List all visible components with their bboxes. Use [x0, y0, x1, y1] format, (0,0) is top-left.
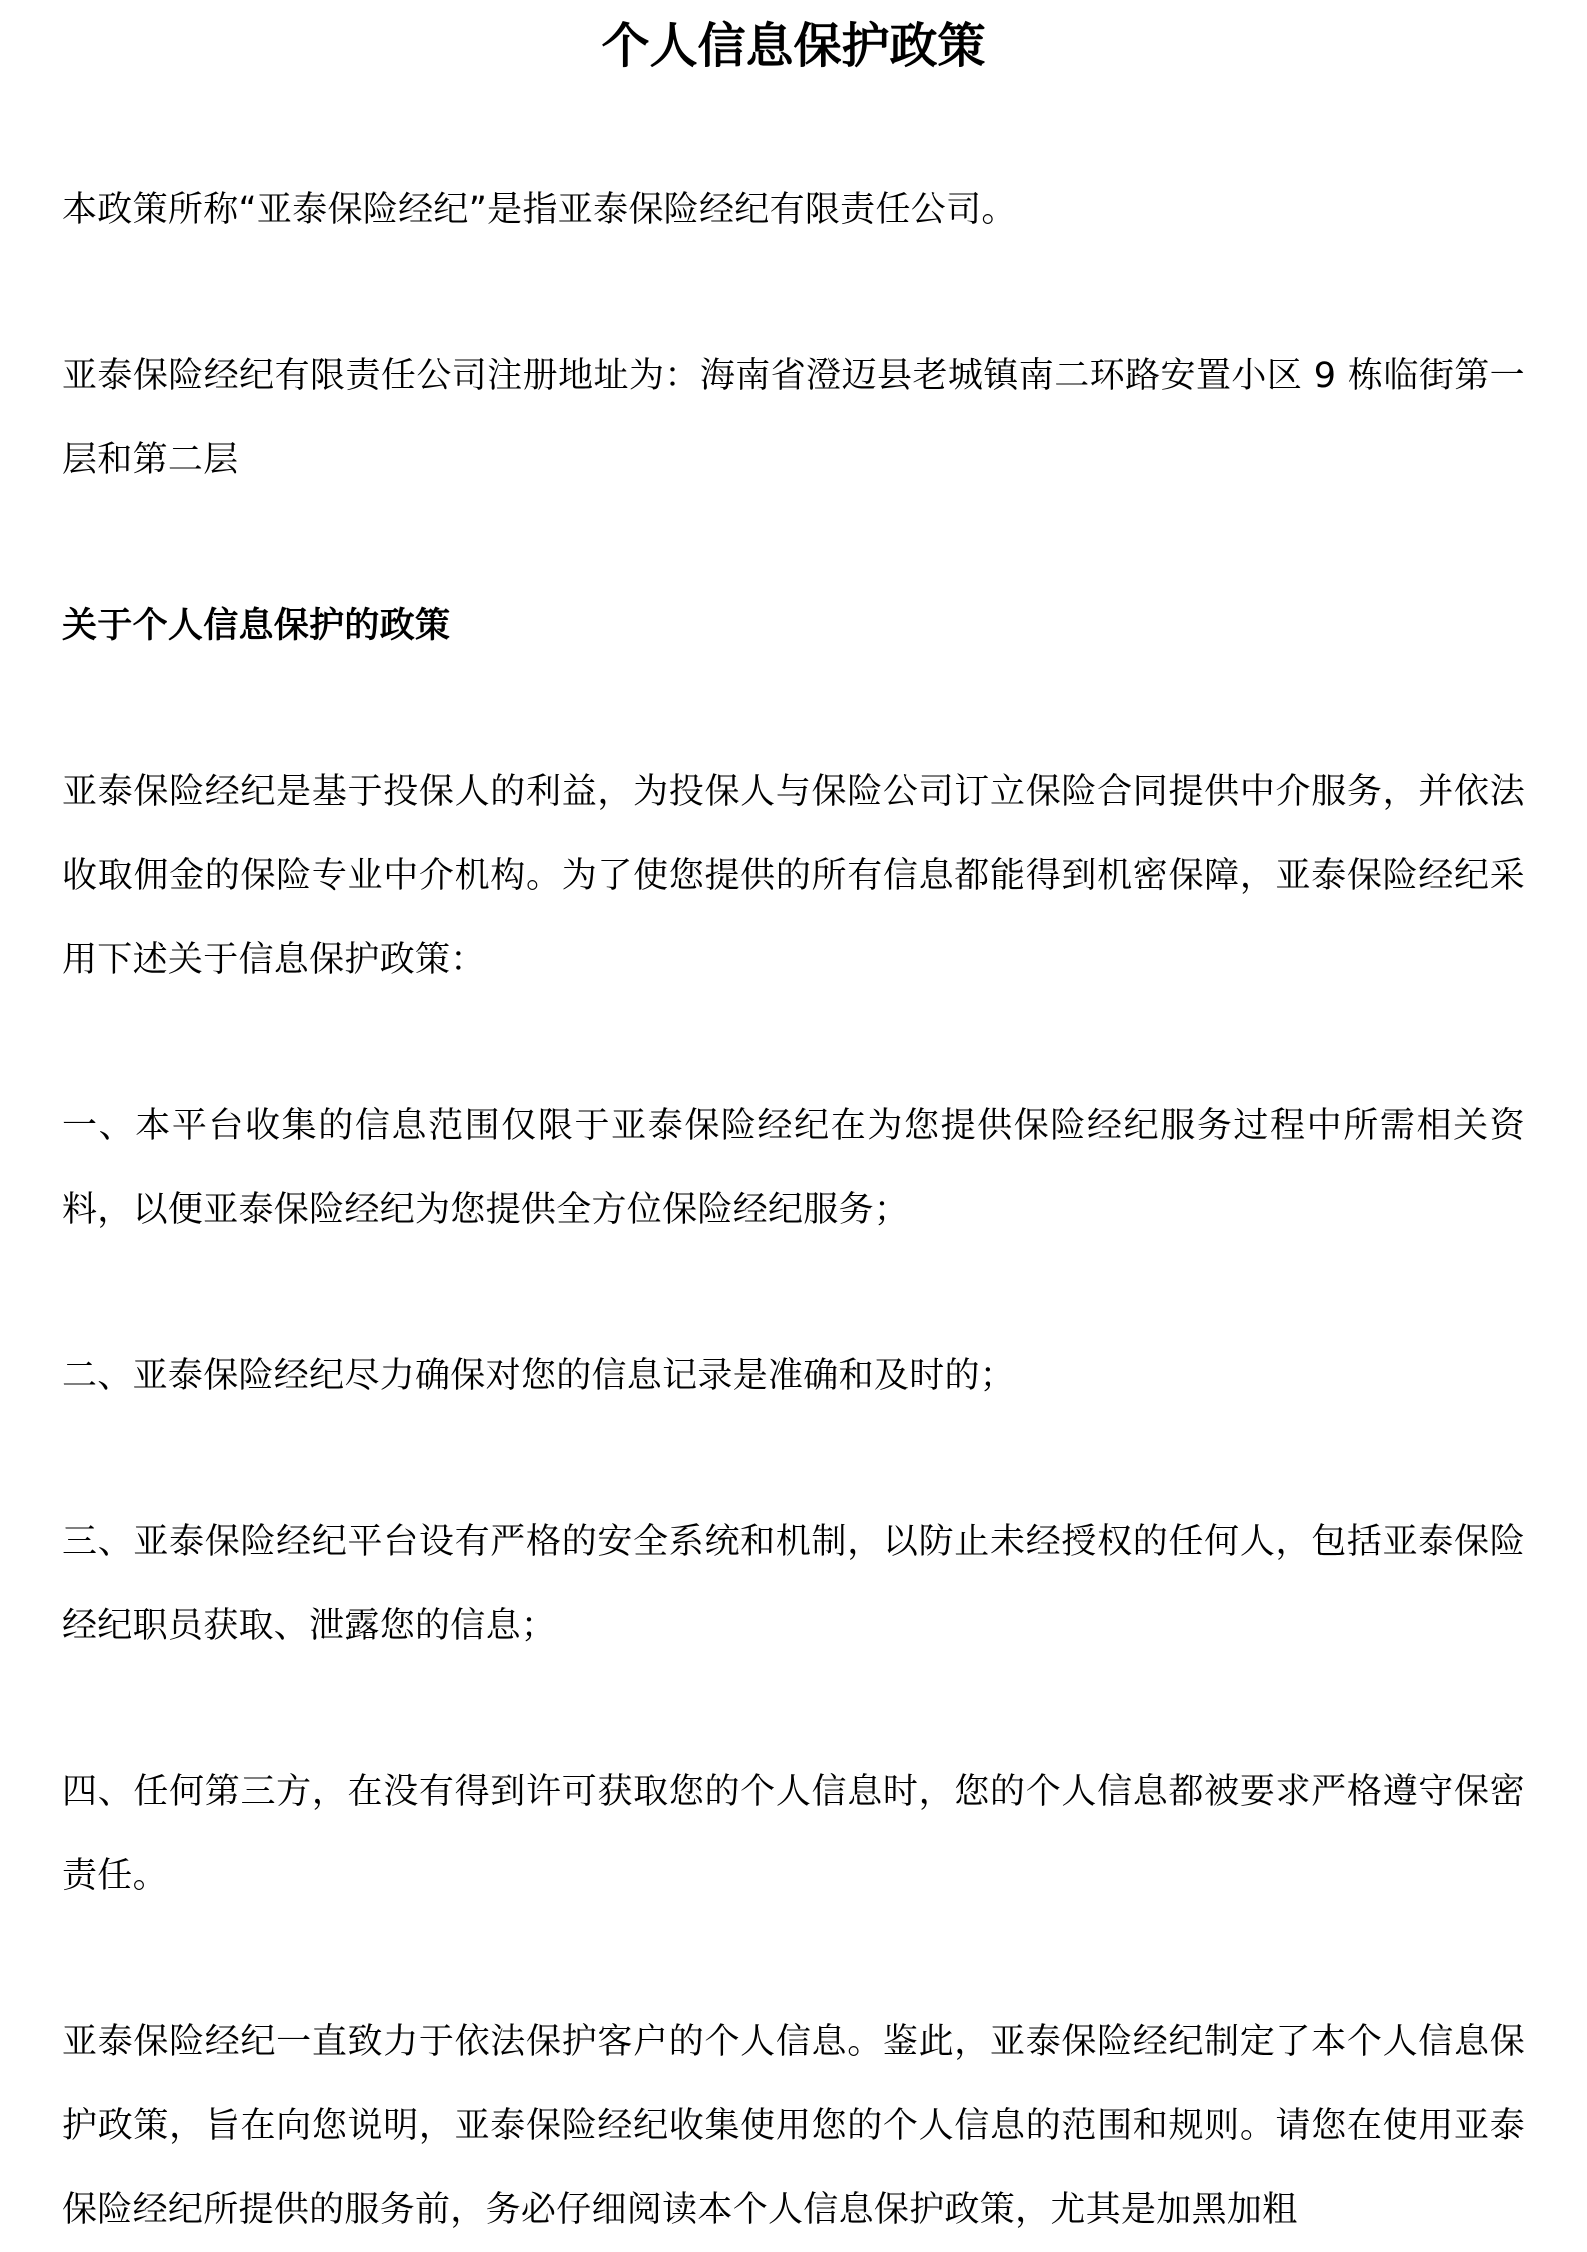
paragraph-definition: 本政策所称“亚泰保险经纪”是指亚泰保险经纪有限责任公司。 [62, 190, 1017, 230]
list-item-2: 二、亚泰保险经纪尽力确保对您的信息记录是准确和及时的； [62, 1356, 1016, 1396]
list-item-1: 一、本平台收集的信息范围仅限于亚泰保险经纪在为您提供保险经纪服务过程中所需相关资料，以便亚泰保险经纪为您提供全方位保险经纪服务； [62, 1106, 1525, 1230]
paragraph-intro: 亚泰保险经纪是基于投保人的利益，为投保人与保险公司订立保险合同提供中介服务，并依法收取佣金的保险专业中介机构。为了使您提供的所有信息都能得到机密保障，亚泰保险经纪采用下述关于信息保护政策： [62, 772, 1525, 980]
paragraph-commitment: 亚泰保险经纪一直致力于依法保护客户的个人信息。鉴此，亚泰保险经纪制定了本个人信息保护政策，旨在向您说明，亚泰保险经纪收集使用您的个人信息的范围和规则。请您在使用亚泰保险经纪所提供的服务前，务必仔细阅读本个人信息保护政策，尤其是加黑加粗 [62, 2022, 1525, 2230]
list-item-3: 三、亚泰保险经纪平台设有严格的安全系统和机制，以防止未经授权的任何人，包括亚泰保险经纪职员获取、泄露您的信息； [62, 1522, 1525, 1646]
list-item-4: 四、任何第三方，在没有得到许可获取您的个人信息时，您的个人信息都被要求严格遵守保密责任。 [62, 1772, 1525, 1896]
section-heading: 关于个人信息保护的政策 [62, 606, 451, 646]
document-title: 个人信息保护政策 [601, 18, 986, 74]
paragraph-address: 亚泰保险经纪有限责任公司注册地址为：海南省澄迈县老城镇南二环路安置小区 9 栋临街第一层和第二层 [62, 356, 1525, 480]
